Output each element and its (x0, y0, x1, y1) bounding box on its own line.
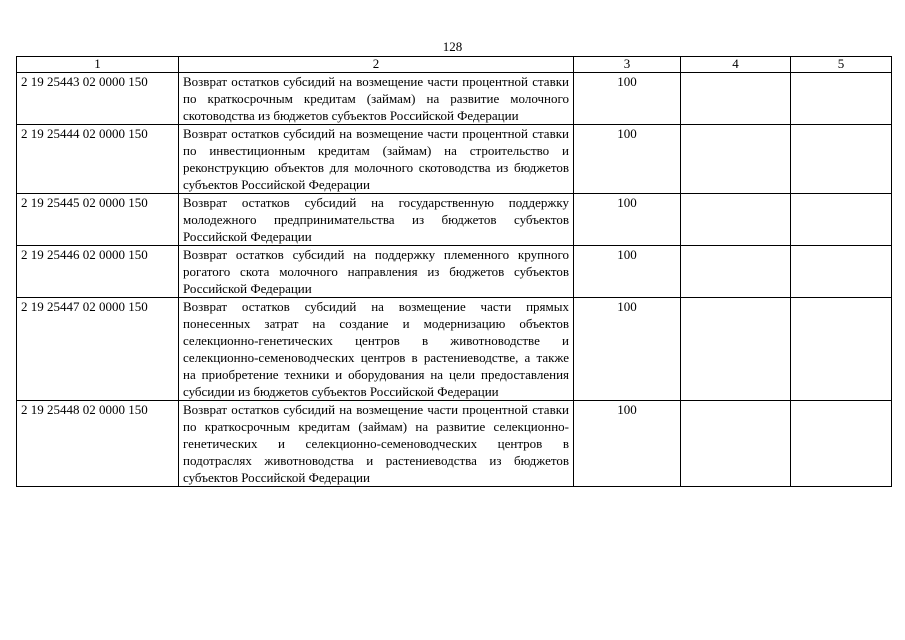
amount-cell: 100 (574, 125, 681, 194)
amount-cell: 100 (574, 401, 681, 487)
page-number: 128 (442, 39, 463, 54)
revenue-code: 2 19 25443 02 0000 150 (17, 73, 179, 125)
revenue-code: 2 19 25446 02 0000 150 (17, 246, 179, 298)
table-row (17, 246, 892, 298)
header-col-3: 3 (574, 57, 681, 73)
col4-cell (681, 298, 791, 401)
revenue-description: Возврат остатков субсидий на возмещение части процентной ставки по краткосрочным кредитам (займам) на развитие молочного скотоводства из бюджетов субъектов Российской Федерации (179, 73, 574, 125)
revenue-description: Возврат остатков субсидий на возмещение части прямых понесенных затрат на создание и модернизацию объектов селекционно-генетических центров в животноводстве и селекционно-семеноводческих центров в растениеводстве, а также на приобретение техники и оборудования на цели предоставления субсидии из бюджетов субъектов Российской Федерации (179, 298, 574, 401)
revenue-code: 2 19 25444 02 0000 150 (17, 125, 179, 194)
col5-cell (791, 246, 892, 298)
revenue-code: 2 19 25448 02 0000 150 (17, 401, 179, 487)
revenue-code: 2 19 25445 02 0000 150 (17, 194, 179, 246)
amount-cell: 100 (574, 194, 681, 246)
table-row (17, 194, 892, 246)
header-row (17, 57, 892, 73)
col4-cell (681, 73, 791, 125)
revenue-code: 2 19 25447 02 0000 150 (17, 298, 179, 401)
revenue-description: Возврат остатков субсидий на возмещение части процентной ставки по краткосрочным кредитам (займам) на развитие селекционно-генетических и селекционно-семеноводческих центров в подотраслях животноводства и растениеводства из бюджетов субъектов Российской Федерации (179, 401, 574, 487)
table-row (17, 298, 892, 401)
header-col-2: 2 (179, 57, 574, 73)
col4-cell (681, 194, 791, 246)
amount-cell: 100 (574, 246, 681, 298)
table-row (17, 401, 892, 487)
col5-cell (791, 125, 892, 194)
revenue-description: Возврат остатков субсидий на поддержку племенного крупного рогатого скота молочного направления из бюджетов субъектов Российской Федерации (179, 246, 574, 298)
col4-cell (681, 246, 791, 298)
revenue-description: Возврат остатков субсидий на возмещение части процентной ставки по инвестиционным кредитам (займам) на строительство и реконструкцию объектов для молочного скотоводства из бюджетов субъектов Российской Федерации (179, 125, 574, 194)
table-row (17, 73, 892, 125)
col5-cell (791, 194, 892, 246)
header-col-4: 4 (681, 57, 791, 73)
col5-cell (791, 73, 892, 125)
table-row (17, 125, 892, 194)
col4-cell (681, 401, 791, 487)
header-col-5: 5 (791, 57, 892, 73)
col4-cell (681, 125, 791, 194)
amount-cell: 100 (574, 298, 681, 401)
col5-cell (791, 401, 892, 487)
header-col-1: 1 (17, 57, 179, 73)
budget-classification-table (16, 56, 892, 487)
amount-cell: 100 (574, 73, 681, 125)
col5-cell (791, 298, 892, 401)
revenue-description: Возврат остатков субсидий на государственную поддержку молодежного предпринимательства из бюджетов субъектов Российской Федерации (179, 194, 574, 246)
